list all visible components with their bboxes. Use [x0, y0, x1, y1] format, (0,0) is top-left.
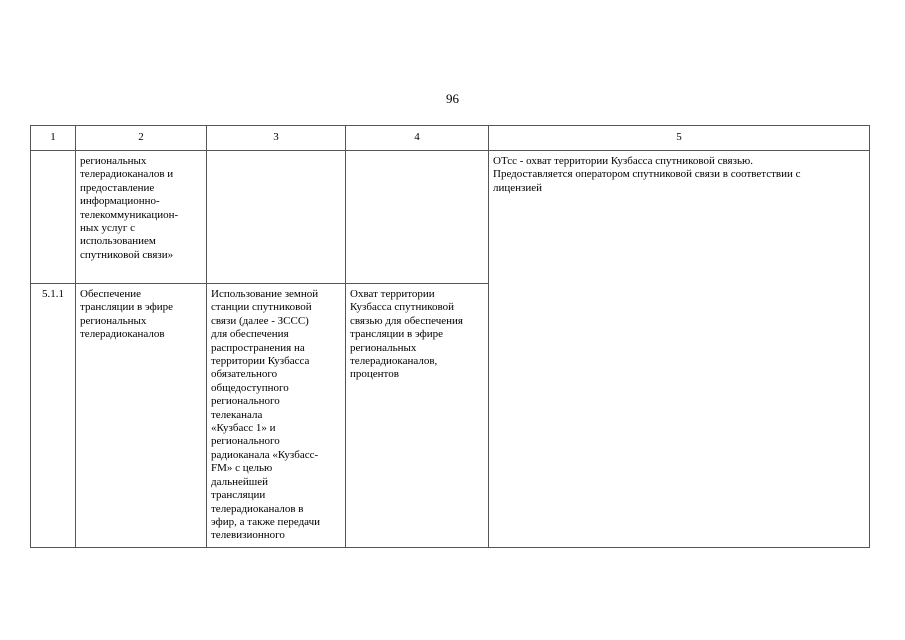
header-cell-2: 2 [76, 126, 207, 151]
table-header-row [31, 126, 870, 151]
measure-cell: Использование земной станции спутниковой связи (далее - ЗССС) для обеспечения распространения на территории Кузбасса обязательного общедоступного регионального телеканала «Кузбасс 1» и регионального радиоканала «Кузбасс- FM» с целью дальнейшей трансляции телерадиоканалов в эфир, а также передачи телевизионного [207, 284, 346, 548]
formula-cell: ОТсс - охват территории Кузбасса спутниковой связью. Предоставляется оператором спутниковой связи в соответствии с лицензией [489, 151, 870, 548]
table-row [31, 151, 870, 284]
header-cell-4: 4 [346, 126, 489, 151]
header-cell-5: 5 [489, 126, 870, 151]
description-cell: Обеспечение трансляции в эфире региональных телерадиоканалов [76, 284, 207, 548]
page-number: 96 [446, 91, 459, 106]
description-cell: региональных телерадиоканалов и предоставление информационно- телекоммуникацион- ных услуг с использованием спутниковой связи» [76, 151, 207, 284]
row-number-cell [31, 151, 76, 284]
header-cell-1: 1 [31, 126, 76, 151]
measure-cell [207, 151, 346, 284]
indicator-table [30, 125, 870, 548]
header-cell-3: 3 [207, 126, 346, 151]
indicator-cell: Охват территории Кузбасса спутниковой связью для обеспечения трансляции в эфире региональных телерадиоканалов, процентов [346, 284, 489, 548]
indicator-cell [346, 151, 489, 284]
row-number-cell: 5.1.1 [31, 284, 76, 548]
